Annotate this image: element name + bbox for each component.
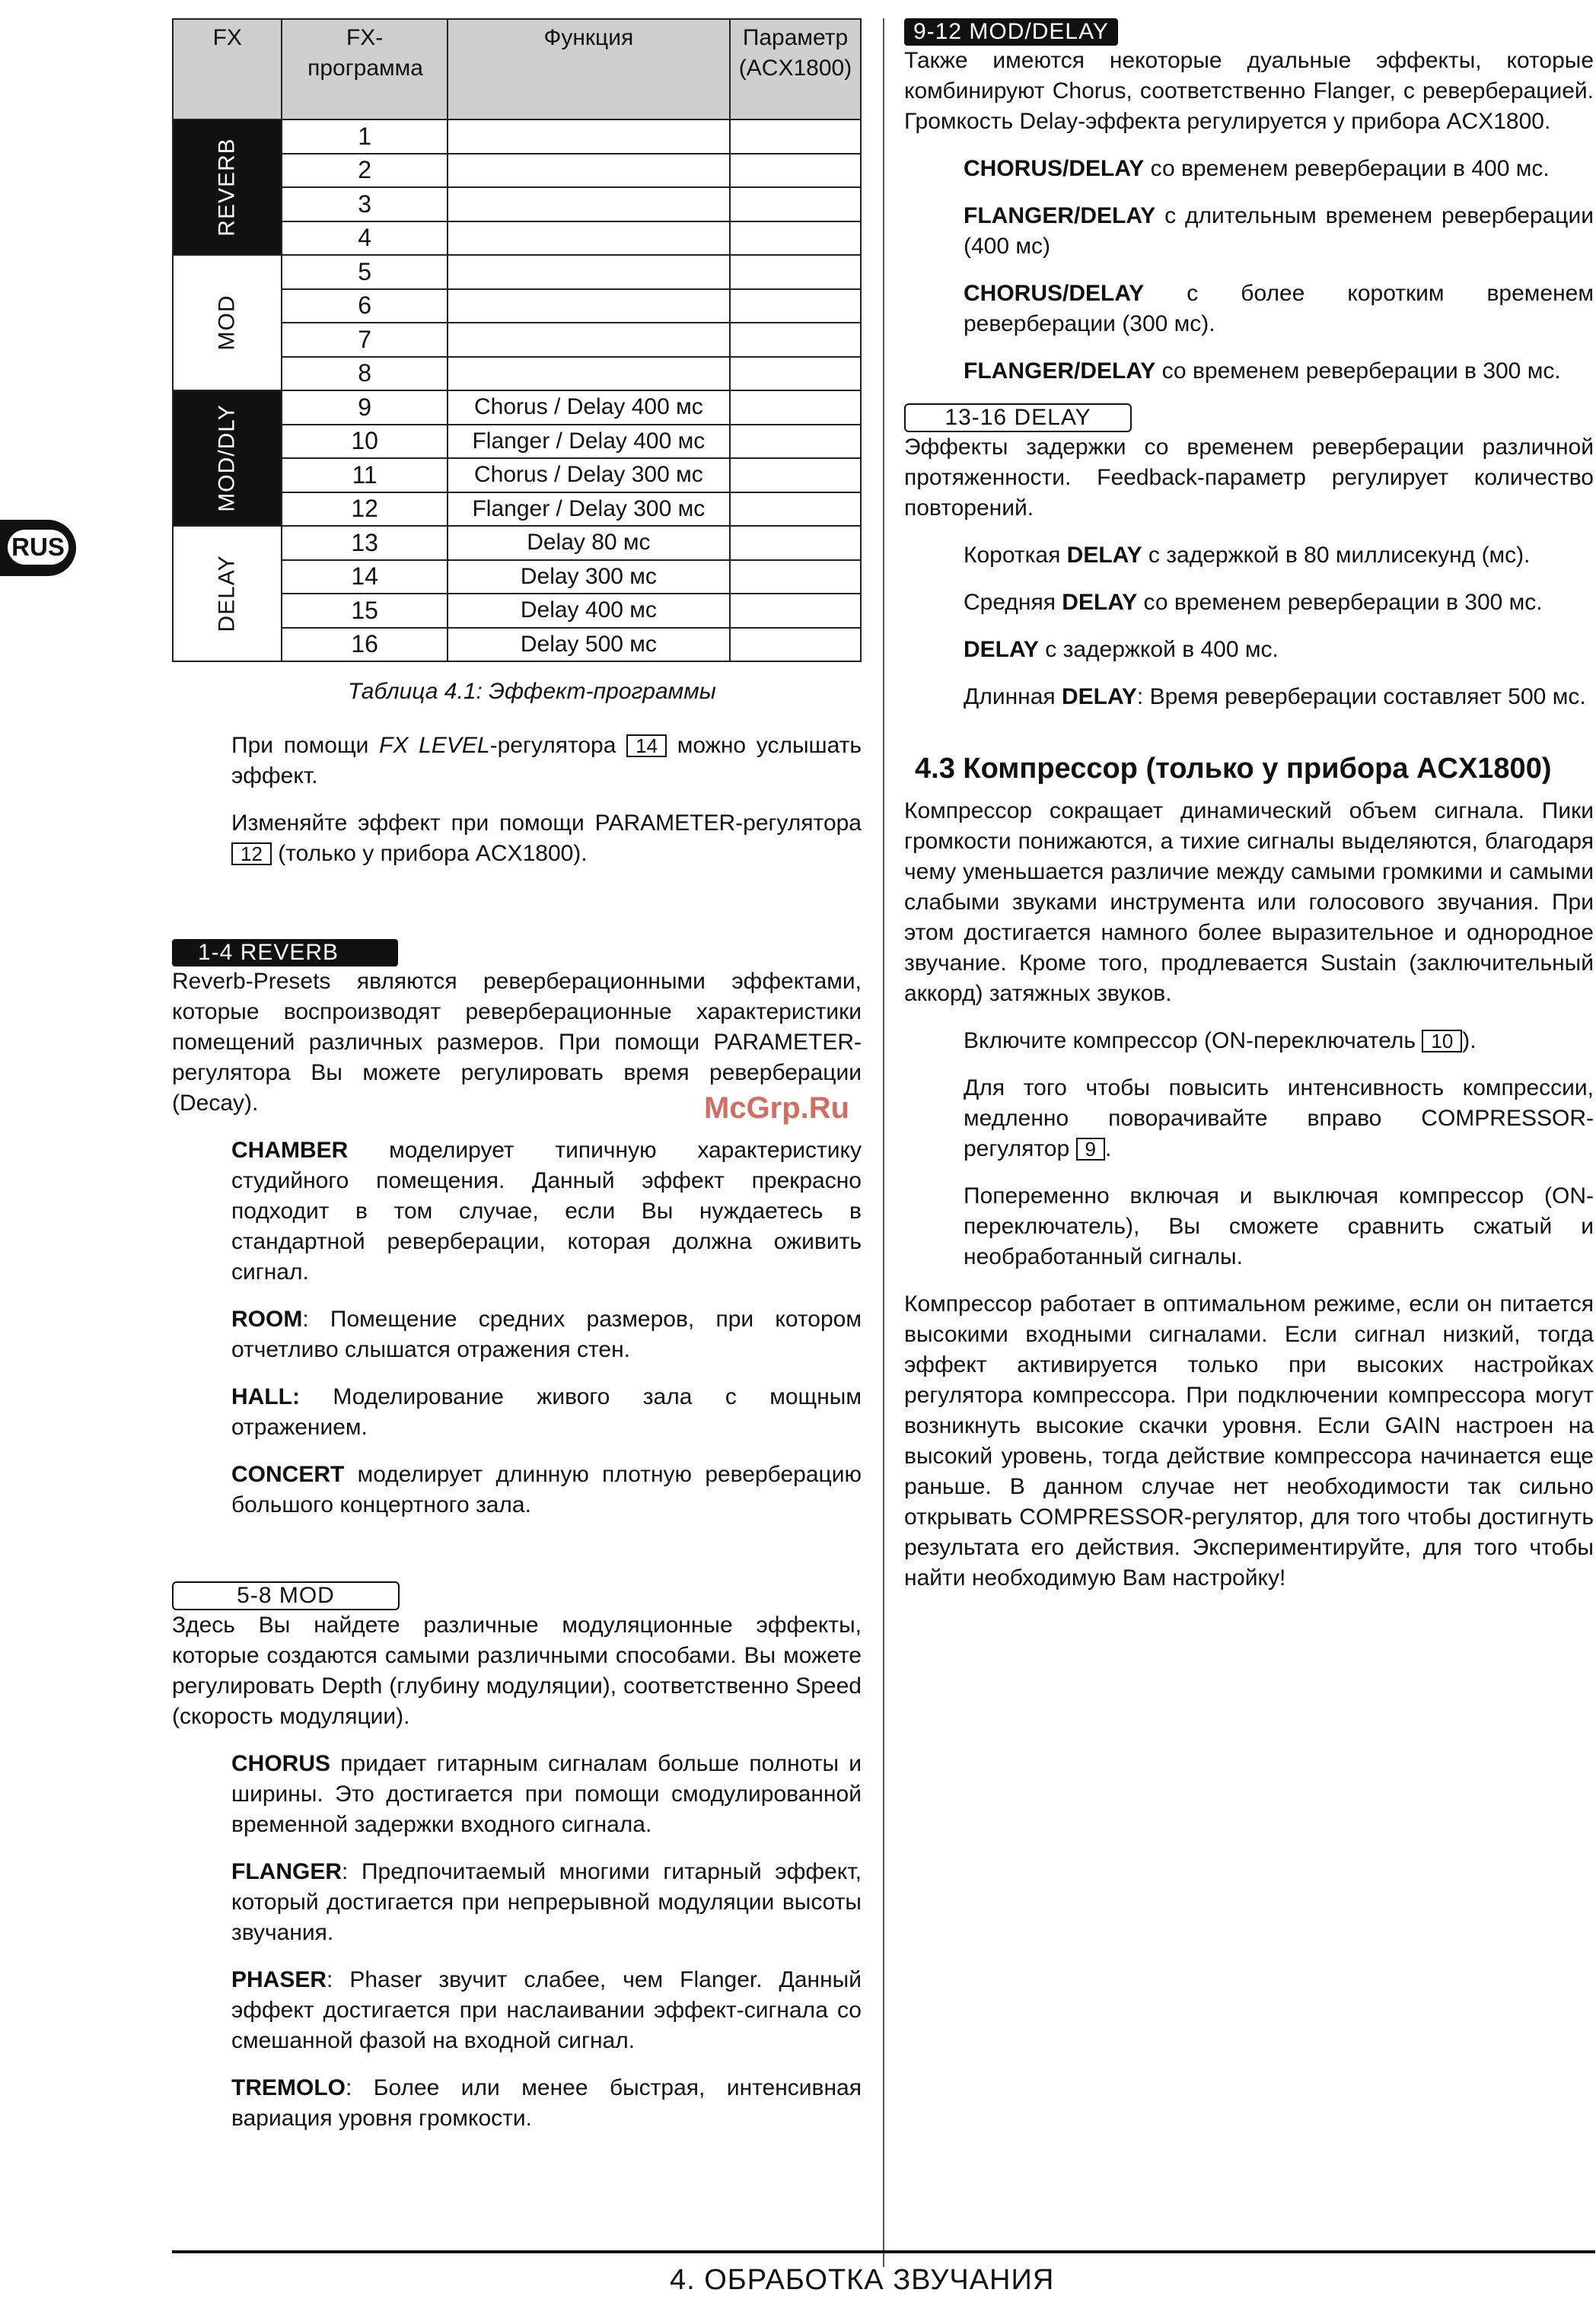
section-label-mod-delay: 9-12 MOD/DELAY bbox=[904, 18, 1118, 46]
compressor-step-1: Включите компрессор (ON-переключатель 10 ). bbox=[964, 1028, 1477, 1053]
table-caption: Таблица 4.1: Эффект-программы bbox=[348, 679, 716, 704]
delay-400-item: DELAY с задержкой в 400 мс. bbox=[964, 637, 1279, 662]
chorus-delay-400-item: CHORUS/DELAY со временем реверберации в 400 мс. bbox=[964, 156, 1550, 181]
program-parameter bbox=[730, 221, 861, 256]
program-parameter bbox=[730, 154, 861, 188]
reverb-text: Reverb-Presets являются реверберационными эффектами, которые воспроизводят реверберационные характеристики помещений различных размеров. При помощи PARAMETER-регулятора Вы можете регулировать время реверберации (Decay). bbox=[172, 969, 862, 1116]
program-function bbox=[448, 187, 730, 221]
program-number: 11 bbox=[282, 458, 447, 492]
control-ref-box: 9 bbox=[1076, 1138, 1105, 1161]
control-ref-box: 14 bbox=[626, 734, 667, 757]
flanger-delay-400-item: FLANGER/DELAY с длительным временем реверберации (400 мс) bbox=[964, 203, 1594, 259]
program-parameter bbox=[730, 187, 861, 221]
header-parameter: Параметр (ACX1800) bbox=[730, 19, 861, 119]
header-program: FX-программа bbox=[282, 19, 447, 119]
compressor-step-2: Для того чтобы повысить интенсивность компрессии, медленно поворачивайте вправо COMPRESSOR-регулятор 9 . bbox=[964, 1075, 1594, 1161]
program-function: Chorus / Delay 300 мс bbox=[448, 458, 730, 492]
program-function: Delay 80 мс bbox=[448, 526, 730, 560]
table-row bbox=[173, 390, 861, 425]
program-number: 9 bbox=[282, 390, 447, 425]
chorus-item: CHORUS придает гитарным сигналам больше полноты и ширины. Это достигается при помощи смодулированной временной задержки входного сигнала. bbox=[231, 1751, 862, 1837]
control-ref-box: 12 bbox=[231, 842, 272, 865]
section-label-delay: 13-16 DELAY bbox=[904, 403, 1132, 432]
group-delay: DELAY bbox=[173, 526, 282, 661]
parameter-paragraph: Изменяйте эффект при помощи PARAMETER-регулятора 12 (только у прибора ACX1800). bbox=[231, 810, 862, 866]
table-row bbox=[173, 255, 861, 289]
program-parameter bbox=[730, 425, 861, 459]
mod-delay-text: Также имеются некоторые дуальные эффекты, которые комбинируют Chorus, соответственно Flanger, с реверберацией. Громкость Delay-эффекта регулируется у прибора ACX1800. bbox=[904, 48, 1594, 134]
header-fx: FX bbox=[173, 19, 282, 119]
program-function bbox=[448, 289, 730, 323]
program-parameter bbox=[730, 526, 861, 560]
program-parameter bbox=[730, 390, 861, 425]
program-parameter bbox=[730, 357, 861, 391]
program-function bbox=[448, 323, 730, 357]
hall-item: HALL: Моделирование живого зала с мощным отражением. bbox=[231, 1384, 862, 1440]
watermark: McGrp.Ru bbox=[704, 1091, 850, 1125]
program-function bbox=[448, 221, 730, 256]
program-parameter bbox=[730, 323, 861, 357]
phaser-item: PHASER: Phaser звучит слабее, чем Flanger. Данный эффект достигается при наслаивании эффект-сигнала со смешанной фазой на входной сигнал. bbox=[231, 1967, 862, 2053]
program-function bbox=[448, 119, 730, 154]
header-function: Функция bbox=[448, 19, 730, 119]
program-number: 13 bbox=[282, 526, 447, 560]
fx-program-table bbox=[172, 18, 862, 662]
program-parameter bbox=[730, 458, 861, 492]
program-number: 15 bbox=[282, 594, 447, 628]
compressor-heading: 4.3 Компрессор (только у прибора ACX1800) bbox=[915, 753, 1552, 785]
language-tab-label: RUS bbox=[8, 530, 68, 565]
program-number: 8 bbox=[282, 357, 447, 391]
program-number: 12 bbox=[282, 492, 447, 527]
program-function bbox=[448, 154, 730, 188]
delay-80-item: Короткая DELAY с задержкой в 80 миллисекунд (мс). bbox=[964, 543, 1531, 568]
section-label-reverb: 1-4 REVERB bbox=[172, 939, 398, 966]
page-footer-title: 4. ОБРАБОТКА ЗВУЧАНИЯ bbox=[670, 2264, 1055, 2296]
program-function: Chorus / Delay 400 мс bbox=[448, 390, 730, 425]
flanger-item: FLANGER: Предпочитаемый многими гитарный эффект, который достигается при непрерывной модуляции высоты звучания. bbox=[231, 1859, 862, 1945]
flanger-delay-300-item: FLANGER/DELAY со временем реверберации в 300 мс. bbox=[964, 358, 1561, 384]
chamber-item: CHAMBER моделирует типичную характеристику студийного помещения. Данный эффект прекрасно подходит в том случае, если Вы нуждаетесь в стандартной реверберации, которая должна оживить сигнал. bbox=[231, 1138, 862, 1285]
table-row bbox=[173, 526, 861, 560]
compressor-text: Компрессор сокращает динамический объем сигнала. Пики громкости понижаются, а тихие сигналы выделяются, благодаря чему уменьшается различие между самыми громкими и самыми слабыми звуками инструмента или голосового звучания. При этом достигается намного более выразительное и однородное звучание. Кроме того, продлевается Sustain (заключительный аккорд) затяжных звуков. bbox=[904, 798, 1594, 1006]
mod-text: Здесь Вы найдете различные модуляционные эффекты, которые создаются самыми различными способами. Вы можете регулировать Depth (глубину модуляции), соответственно Speed (скорость модуляции). bbox=[172, 1613, 862, 1729]
program-function bbox=[448, 357, 730, 391]
section-label-mod: 5-8 MOD bbox=[172, 1581, 400, 1610]
program-function: Flanger / Delay 300 мс bbox=[448, 492, 730, 527]
program-function: Delay 500 мс bbox=[448, 628, 730, 662]
program-function: Flanger / Delay 400 мс bbox=[448, 425, 730, 459]
program-parameter bbox=[730, 289, 861, 323]
room-item: ROOM: Помещение средних размеров, при котором отчетливо слышатся отражения стен. bbox=[231, 1307, 862, 1362]
chorus-delay-300-item: CHORUS/DELAY с более коротким временем реверберации (300 мс). bbox=[964, 281, 1594, 336]
right-column bbox=[904, 18, 1594, 1610]
program-parameter bbox=[730, 255, 861, 289]
program-number: 6 bbox=[282, 289, 447, 323]
group-mod: MOD bbox=[173, 255, 282, 390]
table-header-row bbox=[173, 19, 861, 119]
compressor-step-3: Попеременно включая и выключая компрессор (ON-переключатель), Вы сможете сравнить сжатый и необработанный сигналы. bbox=[964, 1183, 1594, 1269]
group-reverb: REVERB bbox=[173, 119, 282, 255]
program-parameter bbox=[730, 492, 861, 527]
compressor-text-2: Компрессор работает в оптимальном режиме, если он питается высокими входными сигналами. Если сигнал низкий, тогда эффект активируется только при высоких настройках регулятора компрессора. При подключении компрессора могут возникнуть высокие скачки уровня. Если GAIN настроен на высокий уровень, тогда действие компрессора начинается еще раньше. В данном случае нет необходимости так сильно открывать COMPRESSOR-регулятор, для того чтобы достигнуть результата его действия. Экспериментируйте, для того чтобы найти необходимую Вам настройку! bbox=[904, 1291, 1594, 1591]
tremolo-item: TREMOLO: Более или менее быстрая, интенсивная вариация уровня громкости. bbox=[231, 2075, 862, 2131]
program-number: 2 bbox=[282, 154, 447, 188]
footer-rule bbox=[172, 2250, 1595, 2253]
program-number: 3 bbox=[282, 187, 447, 221]
control-ref-box: 10 bbox=[1422, 1030, 1462, 1052]
program-number: 16 bbox=[282, 628, 447, 662]
program-parameter bbox=[730, 119, 861, 154]
delay-300-item: Средняя DELAY со временем реверберации в 300 мс. bbox=[964, 590, 1543, 615]
program-number: 1 bbox=[282, 119, 447, 154]
program-parameter bbox=[730, 628, 861, 662]
left-column bbox=[172, 18, 862, 2151]
program-number: 14 bbox=[282, 560, 447, 594]
program-function: Delay 300 мс bbox=[448, 560, 730, 594]
program-number: 10 bbox=[282, 425, 447, 459]
column-divider bbox=[883, 18, 884, 2267]
program-parameter bbox=[730, 594, 861, 628]
program-function bbox=[448, 255, 730, 289]
program-number: 7 bbox=[282, 323, 447, 357]
fx-level-paragraph: При помощи FX LEVEL-регулятора 14 можно услышать эффект. bbox=[231, 733, 862, 788]
program-parameter bbox=[730, 560, 861, 594]
delay-500-item: Длинная DELAY: Время реверберации составляет 500 мс. bbox=[964, 684, 1586, 709]
program-number: 5 bbox=[282, 255, 447, 289]
program-number: 4 bbox=[282, 221, 447, 256]
delay-text: Эффекты задержки со временем реверберации различной протяженности. Feedback-параметр регулирует количество повторений. bbox=[904, 435, 1594, 521]
concert-item: CONCERT моделирует длинную плотную реверберацию большого концертного зала. bbox=[231, 1462, 862, 1517]
program-function: Delay 400 мс bbox=[448, 594, 730, 628]
group-mod-dly: MOD/DLY bbox=[173, 390, 282, 526]
table-row bbox=[173, 119, 861, 154]
language-tab bbox=[0, 520, 76, 576]
